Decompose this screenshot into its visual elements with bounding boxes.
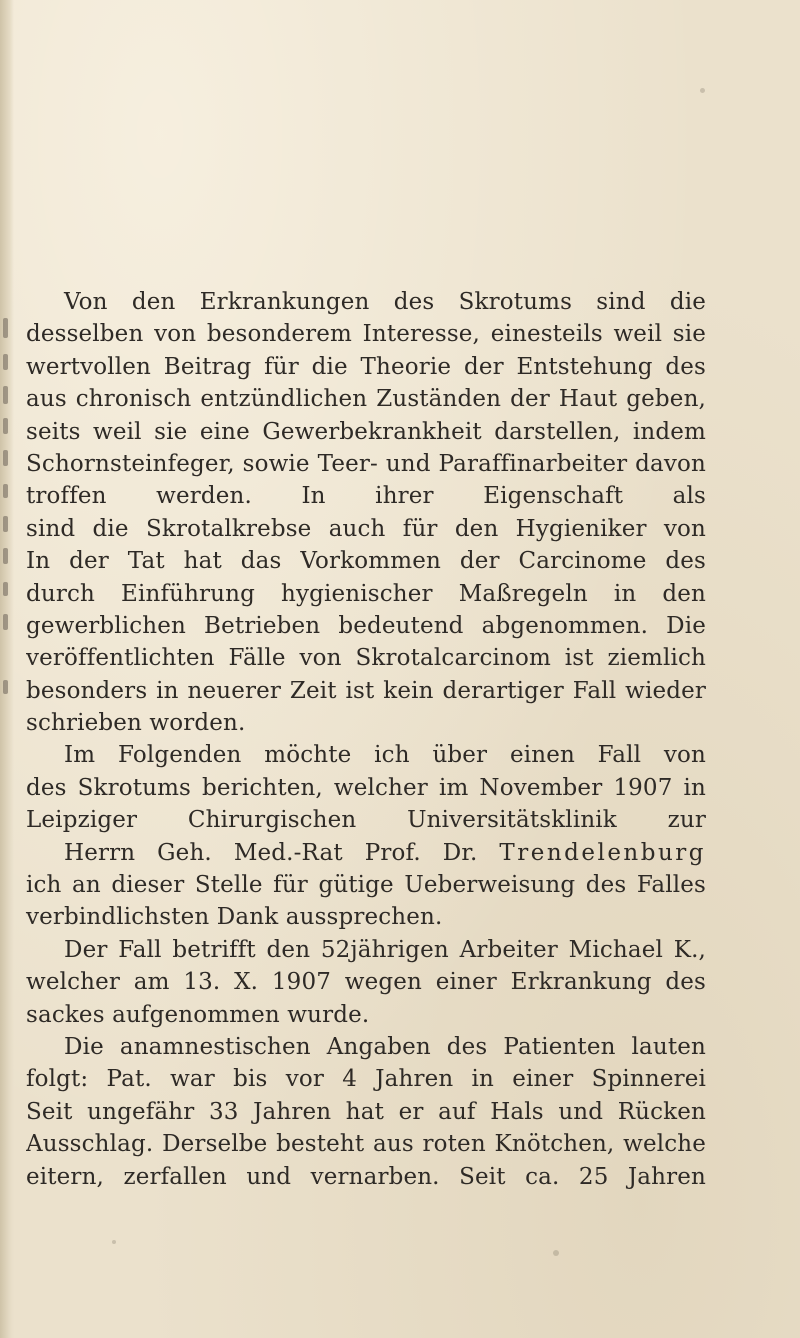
- text-line: durch Einführung hygienischer Maßregeln in den: [26, 580, 706, 607]
- text-line: In der Tat hat das Vorkommen der Carcinome des: [26, 548, 706, 575]
- text-line: Seit ungefähr 33 Jahren hat er auf Hals und Rücken: [26, 1098, 706, 1125]
- text-line: veröffentlichten Fälle von Skrotalcarcinom ist ziemlich: [26, 645, 706, 672]
- text-line: Im Folgenden möchte ich über einen Fall von: [64, 742, 706, 769]
- edge-mark: [3, 582, 8, 596]
- text-line: verbindlichsten Dank aussprechen.: [26, 904, 443, 931]
- text-line: des Skrotums berichten, welcher im November 1907 in: [26, 774, 706, 801]
- person-name-spaced: Trendelenburg: [499, 839, 706, 866]
- edge-mark: [3, 386, 8, 404]
- page-left-edge: [0, 0, 14, 1338]
- text-line: Schornsteinfeger, sowie Teer- und Paraffinarbeiter davon: [26, 450, 706, 477]
- text-line: besonders in neuerer Zeit ist kein derartiger Fall wieder: [26, 677, 706, 704]
- edge-mark: [3, 418, 8, 434]
- text-line: sind die Skrotalkrebse auch für den Hygieniker von: [26, 515, 706, 542]
- edge-mark: [3, 516, 8, 532]
- text-line: sackes aufgenommen wurde.: [26, 1001, 370, 1028]
- text-line: Leipziger Chirurgischen Universitätsklinik zur: [26, 807, 706, 834]
- text-line: Von den Erkrankungen des Skrotums sind die: [64, 289, 706, 315]
- text-line: ich an dieser Stelle für gütige Ueberweisung des Falles: [26, 872, 706, 899]
- paper-speck: [700, 88, 705, 93]
- paper-speck: [553, 1250, 559, 1256]
- paper-speck: [112, 1240, 116, 1244]
- text-line: desselben von besonderem Interesse, einesteils weil sie: [26, 321, 706, 348]
- edge-mark: [3, 318, 8, 338]
- text-line: wertvollen Beitrag für die Theorie der Entstehung des: [26, 353, 706, 380]
- text-line: Der Fall betrifft den 52jährigen Arbeiter Michael K.,: [64, 936, 706, 963]
- edge-mark: [3, 484, 8, 498]
- edge-mark: [3, 450, 8, 466]
- text-line: seits weil sie eine Gewerbekrankheit darstellen, indem: [26, 418, 706, 445]
- text-line: troffen werden. In ihrer Eigenschaft als: [26, 483, 706, 510]
- text-line: welcher am 13. X. 1907 wegen einer Erkrankung des: [26, 969, 706, 996]
- text-line: Die anamnestischen Angaben des Patienten lauten: [64, 1033, 706, 1060]
- body-text: [26, 286, 706, 1193]
- edge-mark: [3, 354, 8, 370]
- text-line: schrieben worden.: [26, 710, 246, 737]
- text-line: gewerblichen Betrieben bedeutend abgenommen. Die: [26, 612, 706, 639]
- text-line: folgt: Pat. war bis vor 4 Jahren in einer Spinnerei: [26, 1066, 706, 1093]
- edge-mark: [3, 614, 8, 630]
- text-segment: Herrn Geh. Med.-Rat Prof. Dr.: [64, 839, 478, 866]
- edge-mark: [3, 680, 8, 694]
- edge-mark: [3, 548, 8, 564]
- text-line: eitern, zerfallen und vernarben. Seit ca. 25 Jahren: [26, 1163, 706, 1190]
- text-line: Ausschlag. Derselbe besteht aus roten Knötchen, welche: [26, 1131, 706, 1158]
- text-line: aus chronisch entzündlichen Zuständen der Haut geben,: [26, 386, 706, 413]
- text-line: [26, 837, 706, 869]
